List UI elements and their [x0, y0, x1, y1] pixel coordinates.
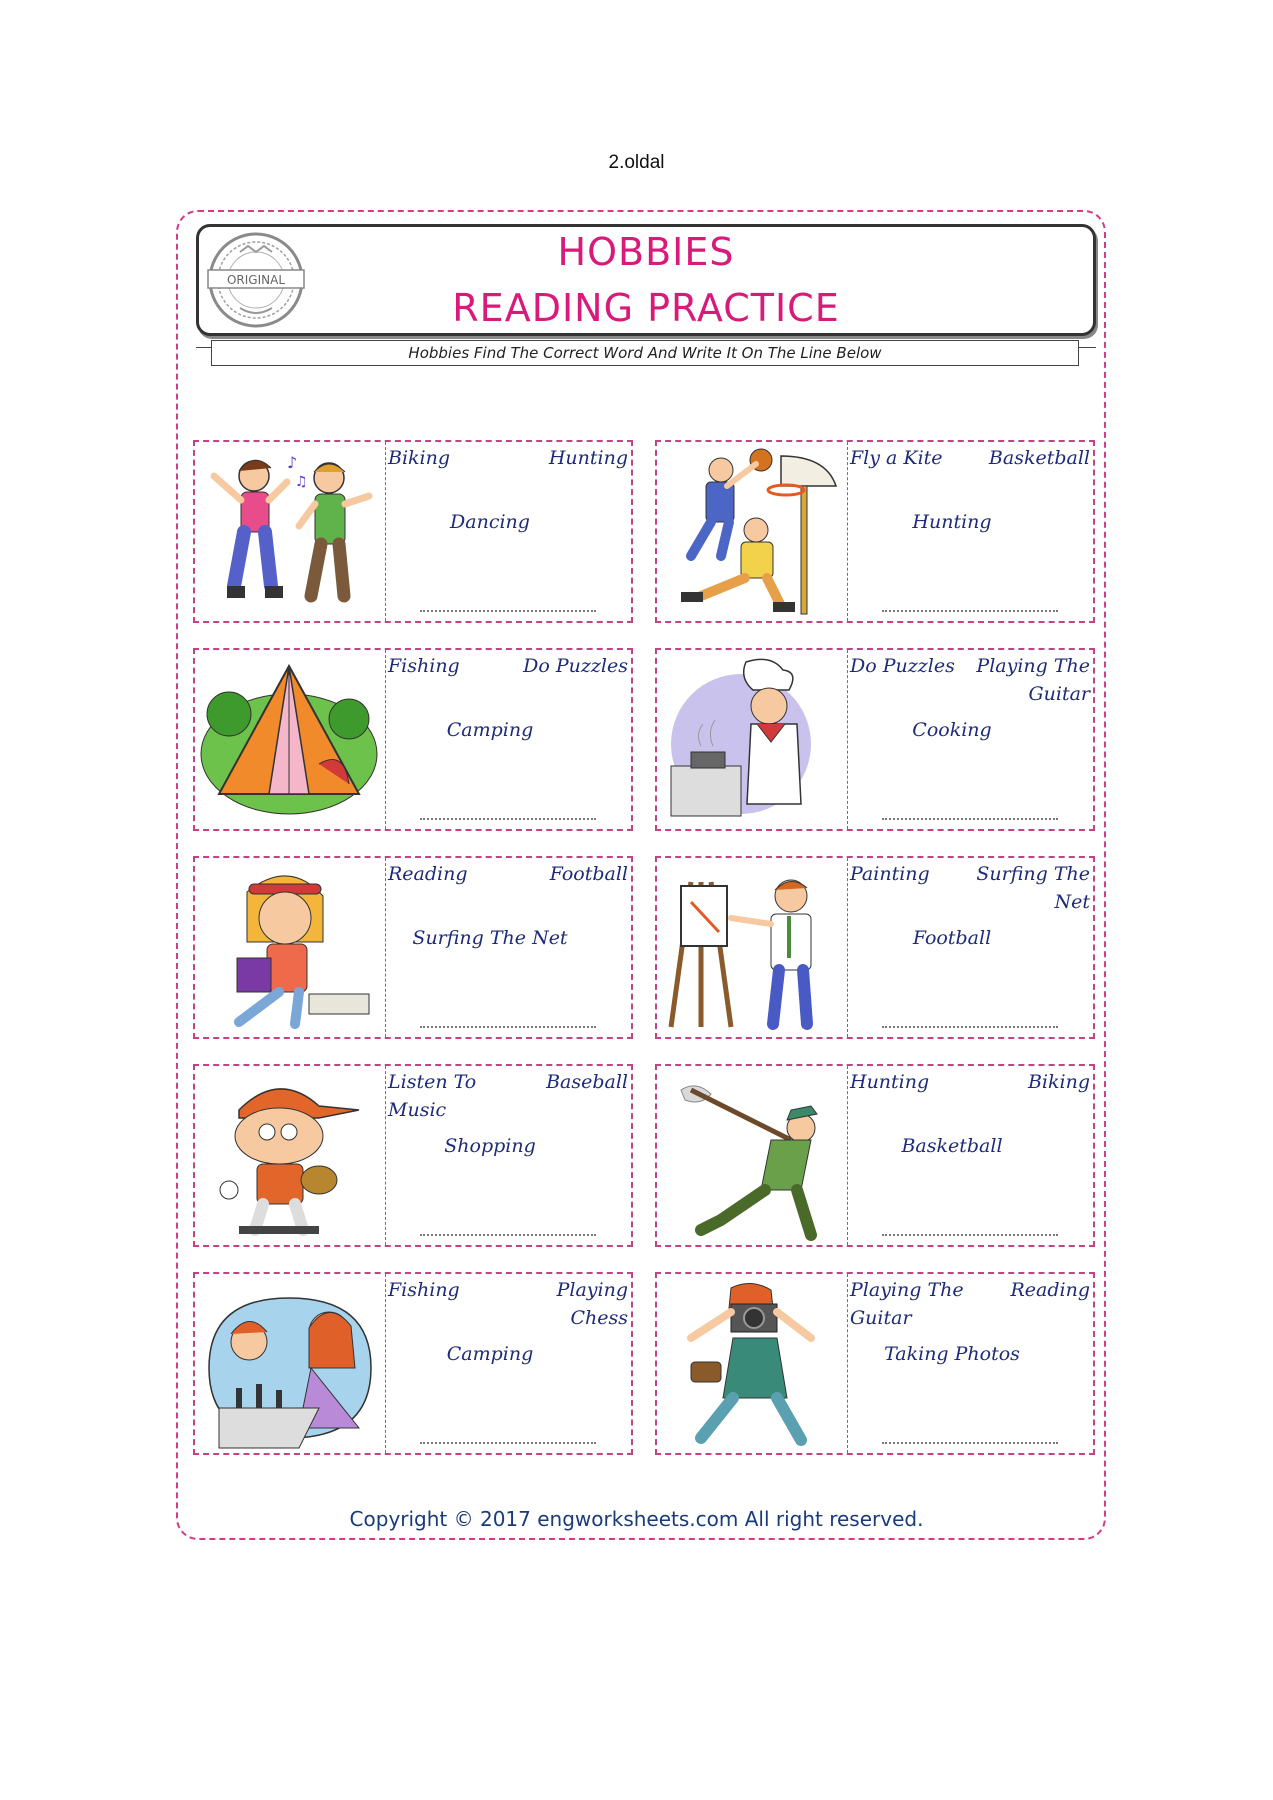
option-middle: Surfing The Net [412, 927, 568, 949]
option-left: Hunting [850, 1071, 930, 1093]
answer-line[interactable] [882, 1234, 1058, 1236]
girl-reading-icon [199, 862, 381, 1033]
answer-line[interactable] [882, 818, 1058, 820]
option-right: Basketball [988, 447, 1090, 469]
exercise-card [193, 440, 633, 623]
option-right: Baseball [546, 1071, 628, 1093]
option-right: Reading [1010, 1279, 1090, 1301]
svg-text:♪: ♪ [287, 453, 298, 472]
option-left: Playing The Guitar [850, 1279, 964, 1329]
option-middle: Camping [446, 1343, 534, 1365]
exercise-card [655, 1064, 1095, 1247]
option-left: Fishing [388, 655, 460, 677]
hunter-icon [661, 1070, 843, 1241]
instruction-text: Hobbies Find The Correct Word And Write It On The Line Below [211, 340, 1079, 366]
option-left: Reading [388, 863, 468, 885]
answer-line[interactable] [420, 1026, 596, 1028]
option-left: Biking [388, 447, 451, 469]
exercise-card [655, 440, 1095, 623]
exercise-card [655, 1272, 1095, 1455]
option-middle: Dancing [450, 511, 530, 533]
answer-line[interactable] [420, 1234, 596, 1236]
option-left: Do Puzzles [850, 655, 955, 677]
photographer-icon [661, 1278, 843, 1449]
copyright-footer: Copyright © 2017 engworksheets.com All right reserved. [349, 1507, 924, 1531]
chef-icon [661, 654, 843, 825]
answer-line[interactable] [420, 610, 596, 612]
exercise-card [193, 1064, 633, 1247]
option-middle: Camping [446, 719, 534, 741]
dancing-couple-icon [199, 446, 381, 617]
page-number-label: 2.oldal [608, 152, 665, 173]
answer-line[interactable] [420, 1442, 596, 1444]
svg-text:ORIGINAL: ORIGINAL [226, 273, 286, 287]
option-middle: Cooking [912, 719, 992, 741]
tent-icon [199, 654, 381, 825]
exercise-card [655, 856, 1095, 1039]
option-left: Fishing [388, 1279, 460, 1301]
option-right: Playing The Guitar [976, 655, 1090, 705]
option-middle: Football [912, 927, 992, 949]
exercise-card [193, 856, 633, 1039]
exercise-card [193, 648, 633, 831]
worksheet-title: HOBBIES [557, 230, 735, 274]
chess-players-icon [199, 1278, 381, 1449]
option-middle: Hunting [912, 511, 992, 533]
option-middle: Taking Photos [884, 1343, 1020, 1365]
baseball-boy-icon [199, 1070, 381, 1241]
painter-icon [661, 862, 843, 1033]
option-right: Playing Chess [556, 1279, 628, 1329]
exercise-card [193, 1272, 633, 1455]
exercise-card [655, 648, 1095, 831]
answer-line[interactable] [420, 818, 596, 820]
answer-line[interactable] [882, 1442, 1058, 1444]
option-left: Listen To Music [388, 1071, 477, 1121]
svg-text:♫: ♫ [295, 474, 308, 490]
option-right: Do Puzzles [523, 655, 628, 677]
option-left: Fly a Kite [850, 447, 943, 469]
option-right: Football [549, 863, 628, 885]
option-right: Surfing The Net [976, 863, 1090, 913]
option-left: Painting [850, 863, 930, 885]
option-middle: Basketball [901, 1135, 1003, 1157]
option-middle: Shopping [444, 1135, 536, 1157]
answer-line[interactable] [882, 1026, 1058, 1028]
worksheet-subtitle: READING PRACTICE [452, 286, 840, 330]
option-right: Hunting [548, 447, 628, 469]
basketball-players-icon [661, 446, 843, 617]
option-right: Biking [1027, 1071, 1090, 1093]
answer-line[interactable] [882, 610, 1058, 612]
